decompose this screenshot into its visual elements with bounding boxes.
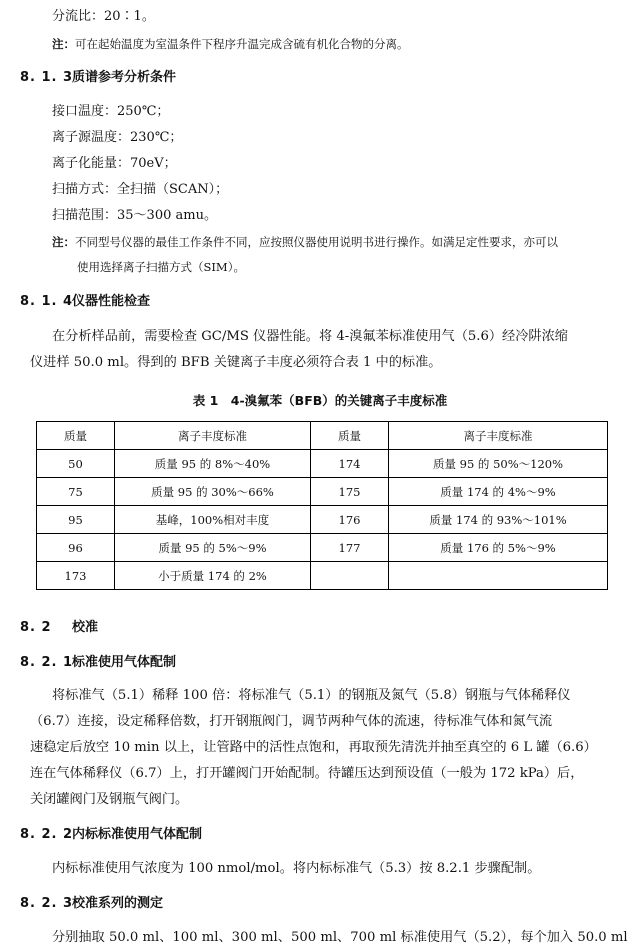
table-row xyxy=(37,534,608,562)
table-row xyxy=(37,562,608,590)
section-heading-8-1-3 xyxy=(20,70,176,86)
note-instrument-cont: 使用选择离子扫描方式（SIM）。 xyxy=(77,260,245,274)
section-number: 8. 1. 3 xyxy=(20,70,74,85)
paragraph-line: （6.7）连接，设定稀释倍数，打开钢瓶阀门，调节两种气体的流速，待标准气体和氮气流 xyxy=(30,714,553,729)
section-heading-8-1-4 xyxy=(20,294,150,310)
section-number: 8. 2 xyxy=(20,620,52,635)
ms-condition-line: 扫描方式：全扫描（SCAN）； xyxy=(52,182,229,197)
cell-abundance: 质量 176 的 5%～9% xyxy=(389,534,608,562)
section-heading-8-2-1 xyxy=(20,655,176,671)
cell-mass: 75 xyxy=(37,478,115,506)
table-row xyxy=(37,450,608,478)
cell-mass: 50 xyxy=(37,450,115,478)
paragraph-line: 速稳定后放空 10 min 以上，让管路中的活性点饱和，再取预先清洗并抽至真空的 6 L 罐（6.6） xyxy=(30,740,597,755)
cell-mass: 174 xyxy=(311,450,389,478)
table-header-row xyxy=(37,422,608,450)
section-number: 8. 2. 2 xyxy=(20,827,74,842)
table-caption: 表 1 4-溴氟苯（BFB）的关键离子丰度标准 xyxy=(192,393,448,408)
paragraph-line: 在分析样品前，需要检查 GC/MS 仪器性能。将 4-溴氟苯标准使用气（5.6）经冷阱浓缩 xyxy=(52,329,568,344)
cell-abundance: 小于质量 174 的 2% xyxy=(115,562,311,590)
cell-mass: 173 xyxy=(37,562,115,590)
section-number: 8. 2. 1 xyxy=(20,655,74,670)
header-mass: 质量 xyxy=(311,422,389,450)
table-row xyxy=(37,478,608,506)
cell-abundance: 质量 95 的 50%～120% xyxy=(389,450,608,478)
ion-abundance-table xyxy=(36,421,608,590)
paragraph-line: 将标准气（5.1）稀释 100 倍：将标准气（5.1）的钢瓶及氮气（5.8）钢瓶与气体稀释仪 xyxy=(52,688,571,703)
cell-mass: 95 xyxy=(37,506,115,534)
paragraph-line: 关闭罐阀门及钢瓶气阀门。 xyxy=(30,792,189,807)
header-abundance: 离子丰度标准 xyxy=(389,422,608,450)
section-title: 仪器性能检查 xyxy=(72,294,151,309)
note-label: 注： xyxy=(52,37,75,51)
cell-mass: 177 xyxy=(311,534,389,562)
section-heading-8-2-2 xyxy=(20,827,202,843)
cell-abundance: 质量 95 的 5%～9% xyxy=(115,534,311,562)
note-text: 可在起始温度为室温条件下程序升温完成含硫有机化合物的分离。 xyxy=(75,37,409,51)
table-row xyxy=(37,506,608,534)
section-title: 校准系列的测定 xyxy=(72,896,164,911)
cell-abundance: 质量 95 的 30%～66% xyxy=(115,478,311,506)
ms-condition-line: 接口温度：250℃； xyxy=(52,104,170,119)
section-title: 质谱参考分析条件 xyxy=(72,70,177,85)
cell-mass xyxy=(311,562,389,590)
header-abundance: 离子丰度标准 xyxy=(115,422,311,450)
ms-condition-line: 扫描范围：35～300 amu。 xyxy=(52,208,217,223)
note-text: 不同型号仪器的最佳工作条件不同，应按照仪器使用说明书进行操作。如满足定性要求，亦可以 xyxy=(75,235,558,249)
cell-abundance xyxy=(389,562,608,590)
cell-mass: 96 xyxy=(37,534,115,562)
section-title: 校准 xyxy=(72,620,99,635)
cell-abundance: 基峰，100%相对丰度 xyxy=(115,506,311,534)
section-number: 8. 2. 3 xyxy=(20,896,74,911)
ms-condition-line: 离子化能量：70eV； xyxy=(52,156,177,171)
section-title: 内标标准使用气体配制 xyxy=(72,827,203,842)
paragraph-line: 内标标准使用气浓度为 100 nmol/mol。将内标标准气（5.3）按 8.2.1 步骤配制。 xyxy=(52,861,541,876)
header-mass: 质量 xyxy=(37,422,115,450)
section-title: 标准使用气体配制 xyxy=(72,655,177,670)
cell-mass: 175 xyxy=(311,478,389,506)
section-number: 8. 1. 4 xyxy=(20,294,74,309)
note-instrument xyxy=(52,234,558,250)
ms-condition-line: 离子源温度：230℃； xyxy=(52,130,183,145)
cell-abundance: 质量 174 的 4%～9% xyxy=(389,478,608,506)
paragraph-line: 分别抽取 50.0 ml、100 ml、300 ml、500 ml、700 ml 标准使用气（5.2），每个加入 50.0 ml xyxy=(52,930,628,945)
cell-abundance: 质量 174 的 93%～101% xyxy=(389,506,608,534)
paragraph-line: 连在气体稀释仪（6.7）上，打开罐阀门开始配制。待罐压达到预设值（一般为 172 kPa）后， xyxy=(30,766,584,781)
note-temperature xyxy=(52,36,409,52)
paragraph-line: 仪进样 50.0 ml。得到的 BFB 关键离子丰度必须符合表 1 中的标准。 xyxy=(30,355,442,370)
cell-abundance: 质量 95 的 8%～40% xyxy=(115,450,311,478)
section-heading-8-2 xyxy=(20,620,98,636)
section-heading-8-2-3 xyxy=(20,896,163,912)
split-ratio-line: 分流比：20∶1。 xyxy=(52,9,155,24)
cell-mass: 176 xyxy=(311,506,389,534)
note-label: 注： xyxy=(52,235,75,249)
